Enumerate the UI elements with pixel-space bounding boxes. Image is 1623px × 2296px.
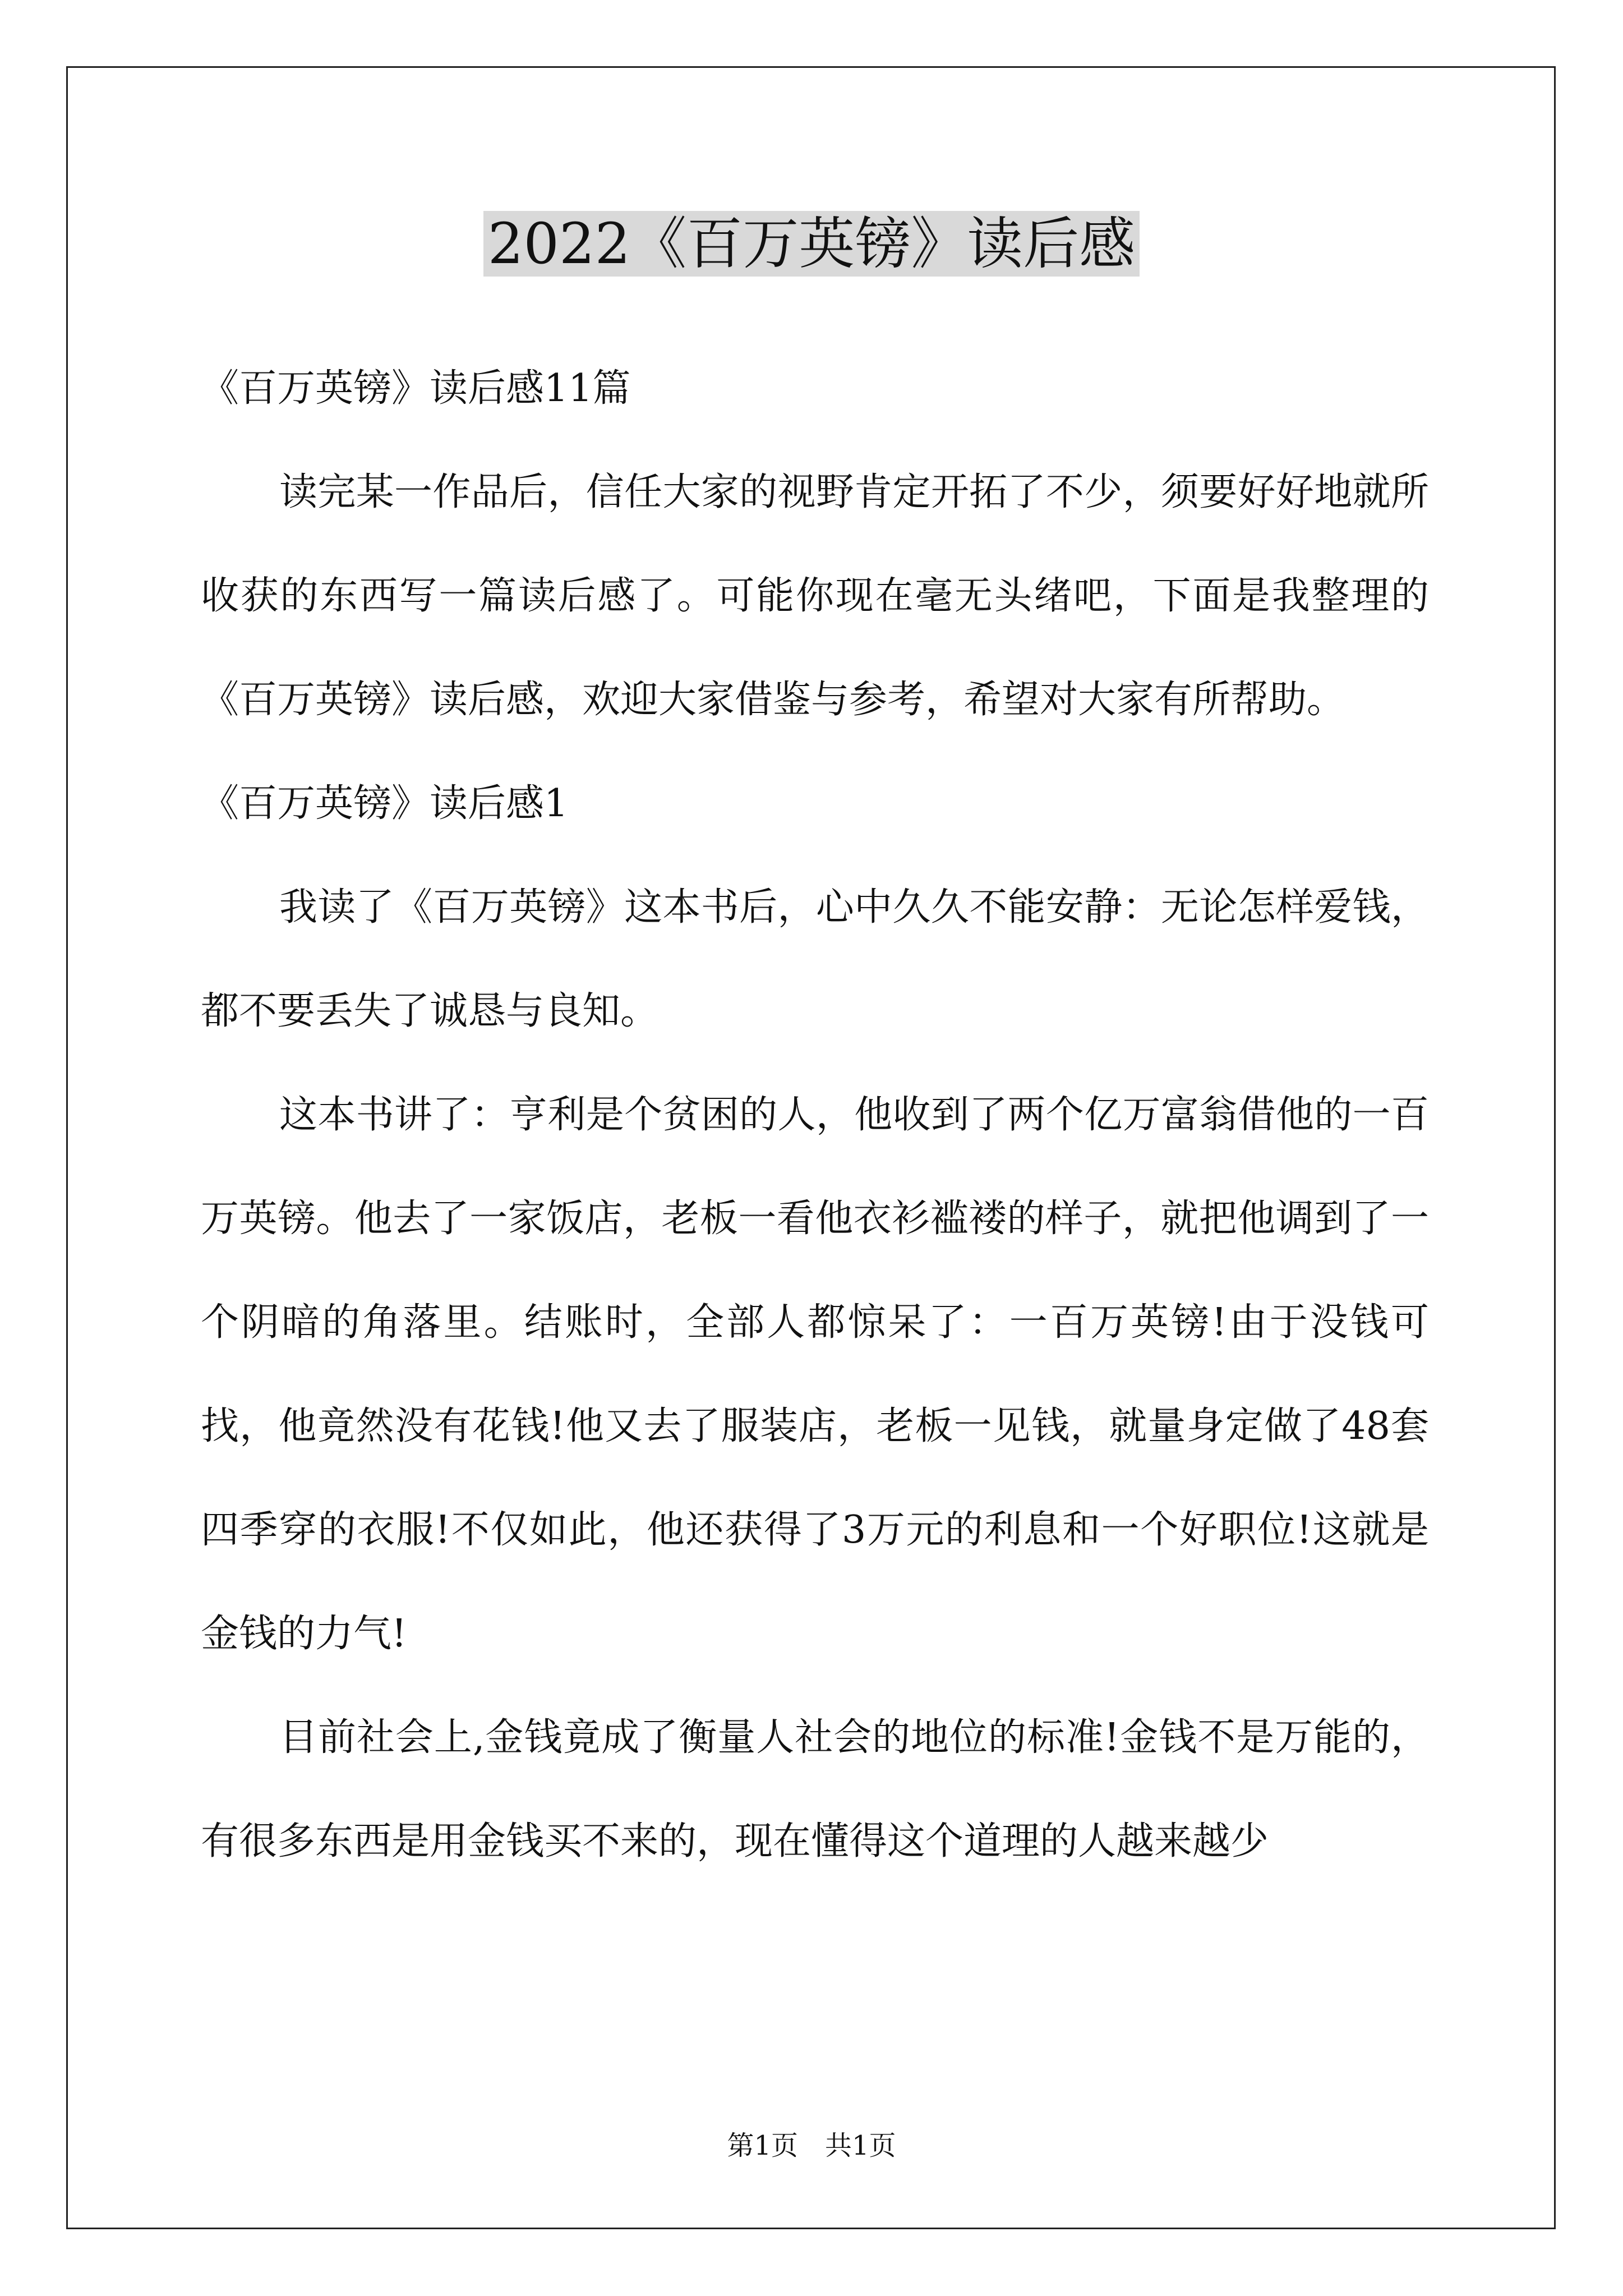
paragraph: 这本书讲了：亨利是个贫困的人，他收到了两个亿万富翁借他的一百万英镑。他去了一家饭店，老板一看他衣衫褴褛的样子，就把他调到了一个阴暗的角落里。结账时，全部人都惊呆了：一百万英镑!由于没钱可找，他竟然没有花钱!他又去了服装店，老板一见钱，就量身定做了48套四季穿的衣服!不仅如此，他还获得了3万元的利息和一个好职位!这就是金钱的力气! <box>201 1093 1429 1656</box>
section-heading: 《百万英镑》读后感11篇 <box>201 366 631 411</box>
paragraph: 目前社会上,金钱竟成了衡量人社会的地位的标准!金钱不是万能的，有很多东西是用金钱买不来的，现在懂得这个道理的人越来越少 <box>201 1715 1429 1864</box>
document-title <box>0 202 1623 286</box>
document-title-text: 2022《百万英镑》读后感 <box>483 211 1140 277</box>
page-footer <box>0 2129 1623 2162</box>
paragraph: 我读了《百万英镑》这本书后，心中久久不能安静：无论怎样爱钱，都不要丢失了诚恳与良知。 <box>201 885 1429 1033</box>
page-number: 第1页 共1页 <box>727 2130 896 2161</box>
paragraph: 读完某一作品后，信任大家的视野肯定开拓了不少，须要好好地就所收获的东西写一篇读后感了。可能你现在毫无头绪吧，下面是我整理的《百万英镑》读后感，欢迎大家借鉴与参考，希望对大家有所帮助。 <box>201 470 1429 722</box>
document-body <box>201 337 1429 1893</box>
section-heading: 《百万英镑》读后感1 <box>201 781 569 826</box>
